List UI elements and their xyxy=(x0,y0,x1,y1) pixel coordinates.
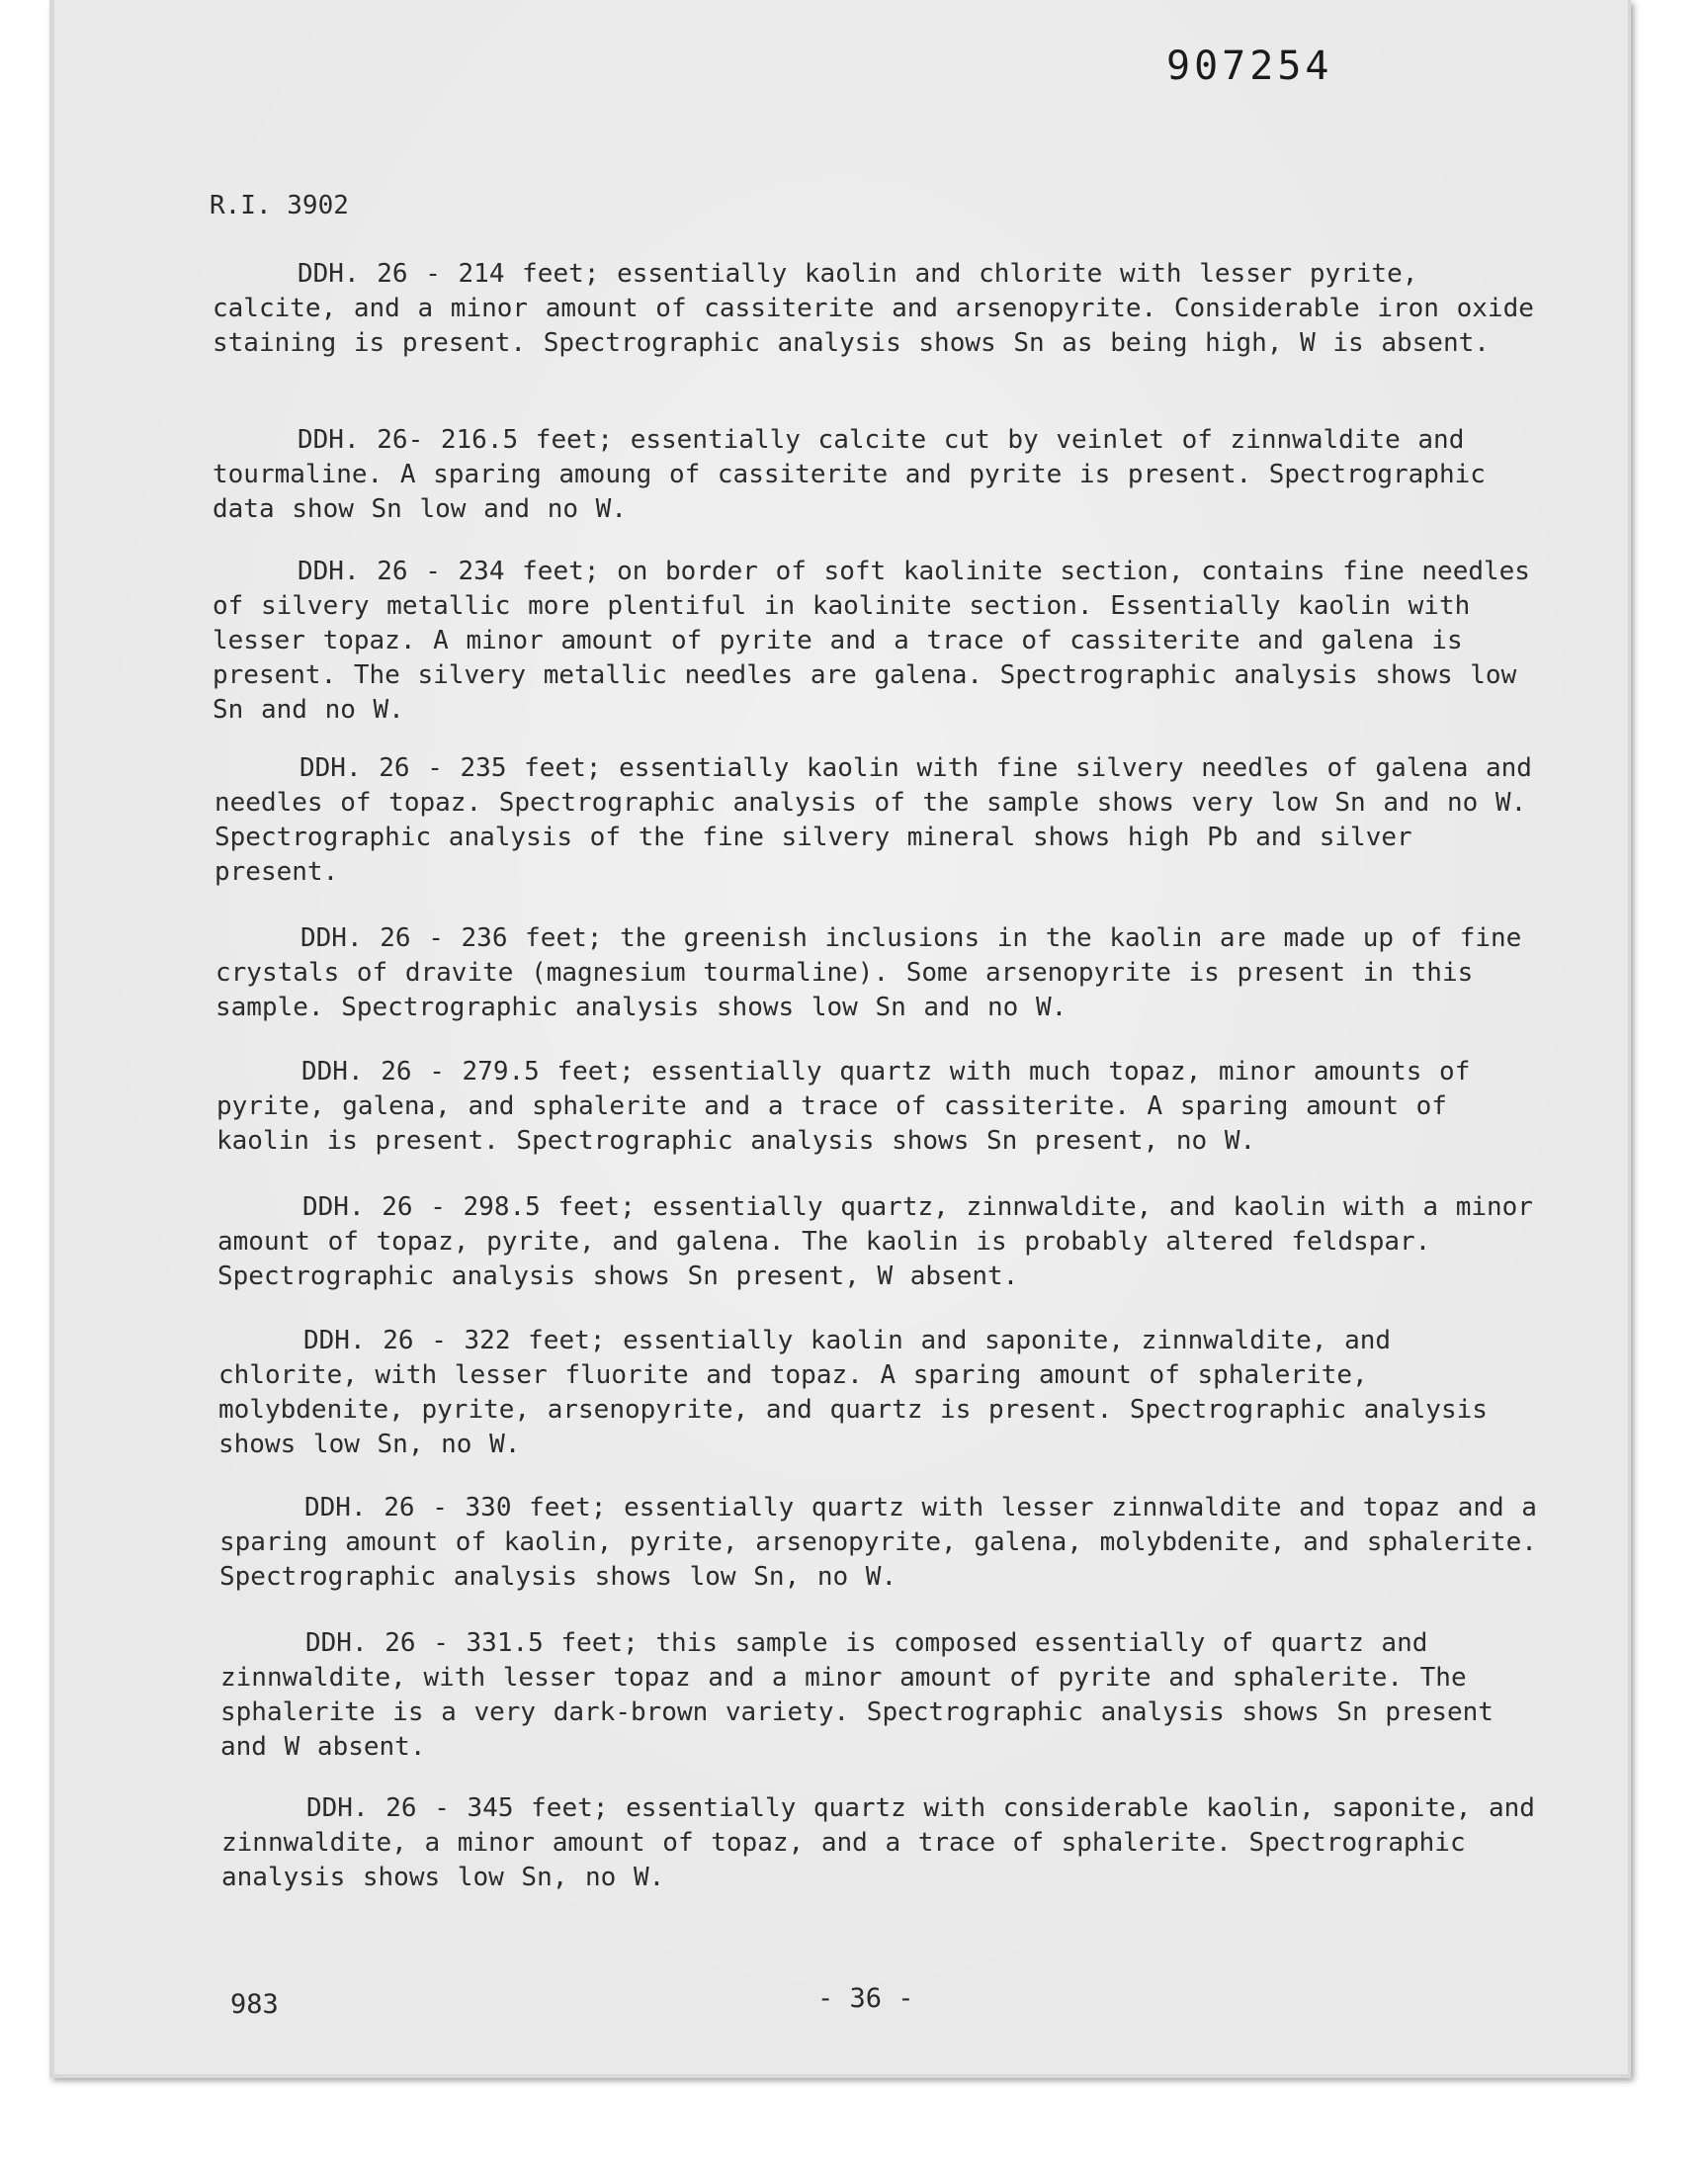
entry-ddh-26-236: DDH. 26 - 236 feet; the greenish inclusions in the kaolin are made up of fine crystals of dravite (magnesium tourmaline). Some arsenopyrite is present in this sample. Spectrographic analysis shows low Sn and no W. xyxy=(215,923,1522,1022)
entry-ddh-26-279-5: DDH. 26 - 279.5 feet; essentially quartz with much topaz, minor amounts of pyrite, galena, and sphalerite and a trace of cassiterite. A sparing amount of kaolin is present. Spectrographic analysis shows Sn present, no W. xyxy=(216,1057,1471,1156)
footer-number: 983 xyxy=(230,1989,279,2020)
entry-ddh-26-331-5: DDH. 26 - 331.5 feet; this sample is composed essentially of quartz and zinnwaldite, with lesser topaz and a minor amount of pyrite and sphalerite. The sphalerite is a very dark-brown variety. Spectrographic analysis shows Sn present and W absent. xyxy=(220,1628,1494,1762)
page-number: - 36 - xyxy=(817,1983,914,2014)
entry-ddh-26-234: DDH. 26 - 234 feet; on border of soft kaolinite section, contains fine needles of silvery metallic more plentiful in kaolinite section. Essentially kaolin with lesser topaz. A minor amount of pyrite and a trace of cassiterite and galena is present. The silvery metallic needles are galena. Spectrographic analysis shows low Sn and no W. xyxy=(213,557,1530,725)
entry-ddh-26-298-5: DDH. 26 - 298.5 feet; essentially quartz, zinnwaldite, and kaolin with a minor amount of topaz, pyrite, and galena. The kaolin is probably altered feldspar. Spectrographic analysis shows Sn present, W absent. xyxy=(217,1192,1533,1291)
report-id: R.I. 3902 xyxy=(210,191,349,220)
entry-ddh-26-345: DDH. 26 - 345 feet; essentially quartz with considerable kaolin, saponite, and zinnwaldite, a minor amount of topaz, and a trace of sphalerite. Spectrographic analysis shows low Sn, no W. xyxy=(221,1793,1535,1892)
entry-ddh-26-214: DDH. 26 - 214 feet; essentially kaolin and chlorite with lesser pyrite, calcite, and a minor amount of cassiterite and arsenopyrite. Considerable iron oxide staining is present. Spectrographic analysis shows Sn as being high, W is absent. xyxy=(213,259,1534,358)
entry-ddh-26-322: DDH. 26 - 322 feet; essentially kaolin and saponite, zinnwaldite, and chlorite, with lesser fluorite and topaz. A sparing amount of sphalerite, molybdenite, pyrite, arsenopyrite, and quartz is present. Spectrographic analysis shows low Sn, no W. xyxy=(218,1326,1488,1459)
entry-ddh-26-216-5: DDH. 26- 216.5 feet; essentially calcite cut by veinlet of zinnwaldite and tourmaline. A sparing amoung of cassiterite and pyrite is present. Spectrographic data show Sn low and no W. xyxy=(213,425,1486,524)
document-number: 907254 xyxy=(1166,44,1333,89)
document-page xyxy=(54,0,1628,2074)
entry-ddh-26-235: DDH. 26 - 235 feet; essentially kaolin with fine silvery needles of galena and needles of topaz. Spectrographic analysis of the sample shows very low Sn and no W. Spectrographic analysis of the fine silvery mineral shows high Pb and silver present. xyxy=(214,753,1532,887)
entry-ddh-26-330: DDH. 26 - 330 feet; essentially quartz with lesser zinnwaldite and topaz and a sparing amount of kaolin, pyrite, arsenopyrite, galena, molybdenite, and sphalerite. Spectrographic analysis shows low Sn, no W. xyxy=(219,1493,1537,1592)
